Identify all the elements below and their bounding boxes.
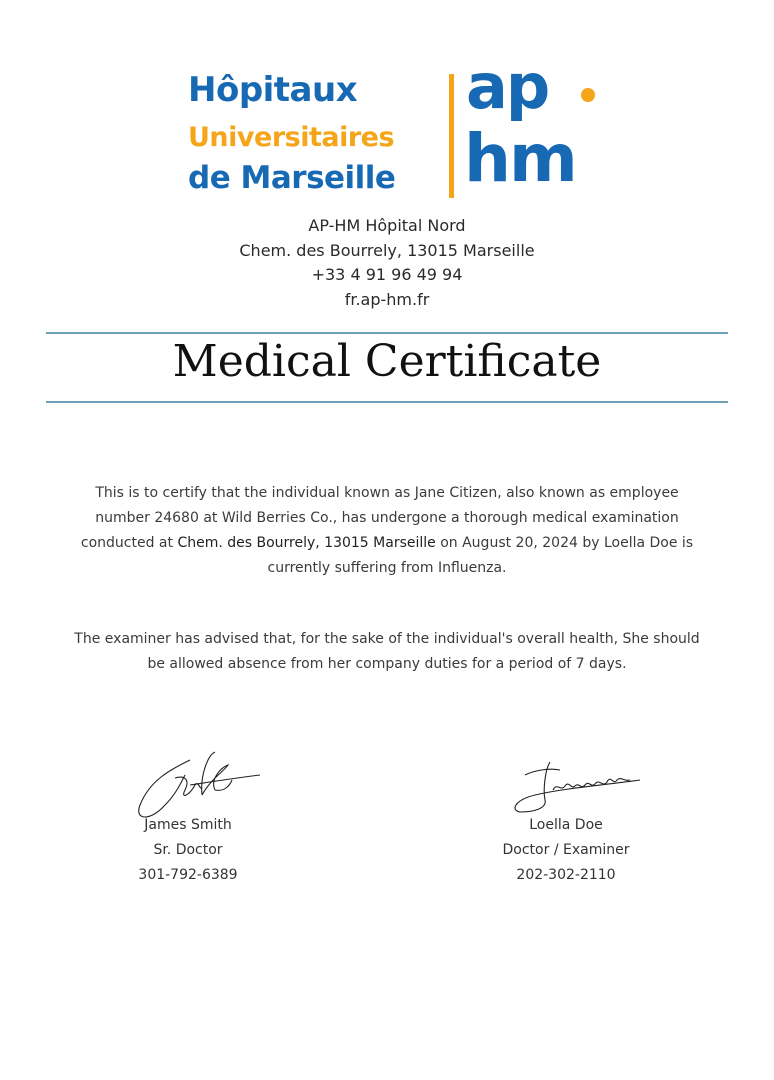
logo-mark-ap: ap [466, 50, 549, 123]
certification-paragraph [70, 481, 704, 581]
logo-mark-hm: hm [464, 120, 576, 197]
hospital-website: fr.ap-hm.fr [344, 289, 430, 309]
hospital-contact-block [0, 214, 774, 312]
signer-block-james-smith [78, 813, 298, 888]
title-rule-bottom [46, 401, 728, 403]
certification-text-end: on August 20, 2024 by Loella Doe is currently suffering from Influenza. [267, 535, 694, 576]
examination-location: Chem. des Bourrely, 13015 Marseille [177, 535, 436, 551]
signer-phone: 202-302-2110 [516, 867, 616, 883]
signer-name: James Smith [144, 817, 232, 833]
logo-line-marseille: de Marseille [188, 160, 396, 196]
logo-divider [449, 74, 454, 198]
recommendation-paragraph: The examiner has advised that, for the sake of the individual's overall health, She should be allowed absence from her company duties for a period of 7 days. [74, 631, 700, 672]
logo-dot-icon [581, 88, 595, 102]
hospital-address: Chem. des Bourrely, 13015 Marseille [239, 240, 535, 260]
title-rule-top [46, 332, 728, 334]
hospital-logo [186, 50, 606, 202]
hospital-phone: +33 4 91 96 49 94 [311, 265, 463, 284]
signer-block-loella-doe [456, 813, 676, 888]
logo-line-hopitaux: Hôpitaux [188, 70, 358, 110]
hospital-name: AP-HM Hôpital Nord [308, 216, 466, 235]
logo-line-universitaires: Universitaires [188, 122, 395, 153]
signer-role: Sr. Doctor [153, 842, 223, 858]
signer-phone: 301-792-6389 [138, 867, 238, 883]
signature-loella-doe [505, 760, 645, 820]
signer-name: Loella Doe [529, 817, 603, 833]
certification-text-start: This is to certify that the individual known as Jane Citizen, also known as employee number 24680 at Wild Berries Co., has undergone a thorough medical examination conducted at [80, 485, 679, 551]
document-title: Medical Certificate [172, 336, 602, 387]
signer-role: Doctor / Examiner [502, 842, 630, 858]
